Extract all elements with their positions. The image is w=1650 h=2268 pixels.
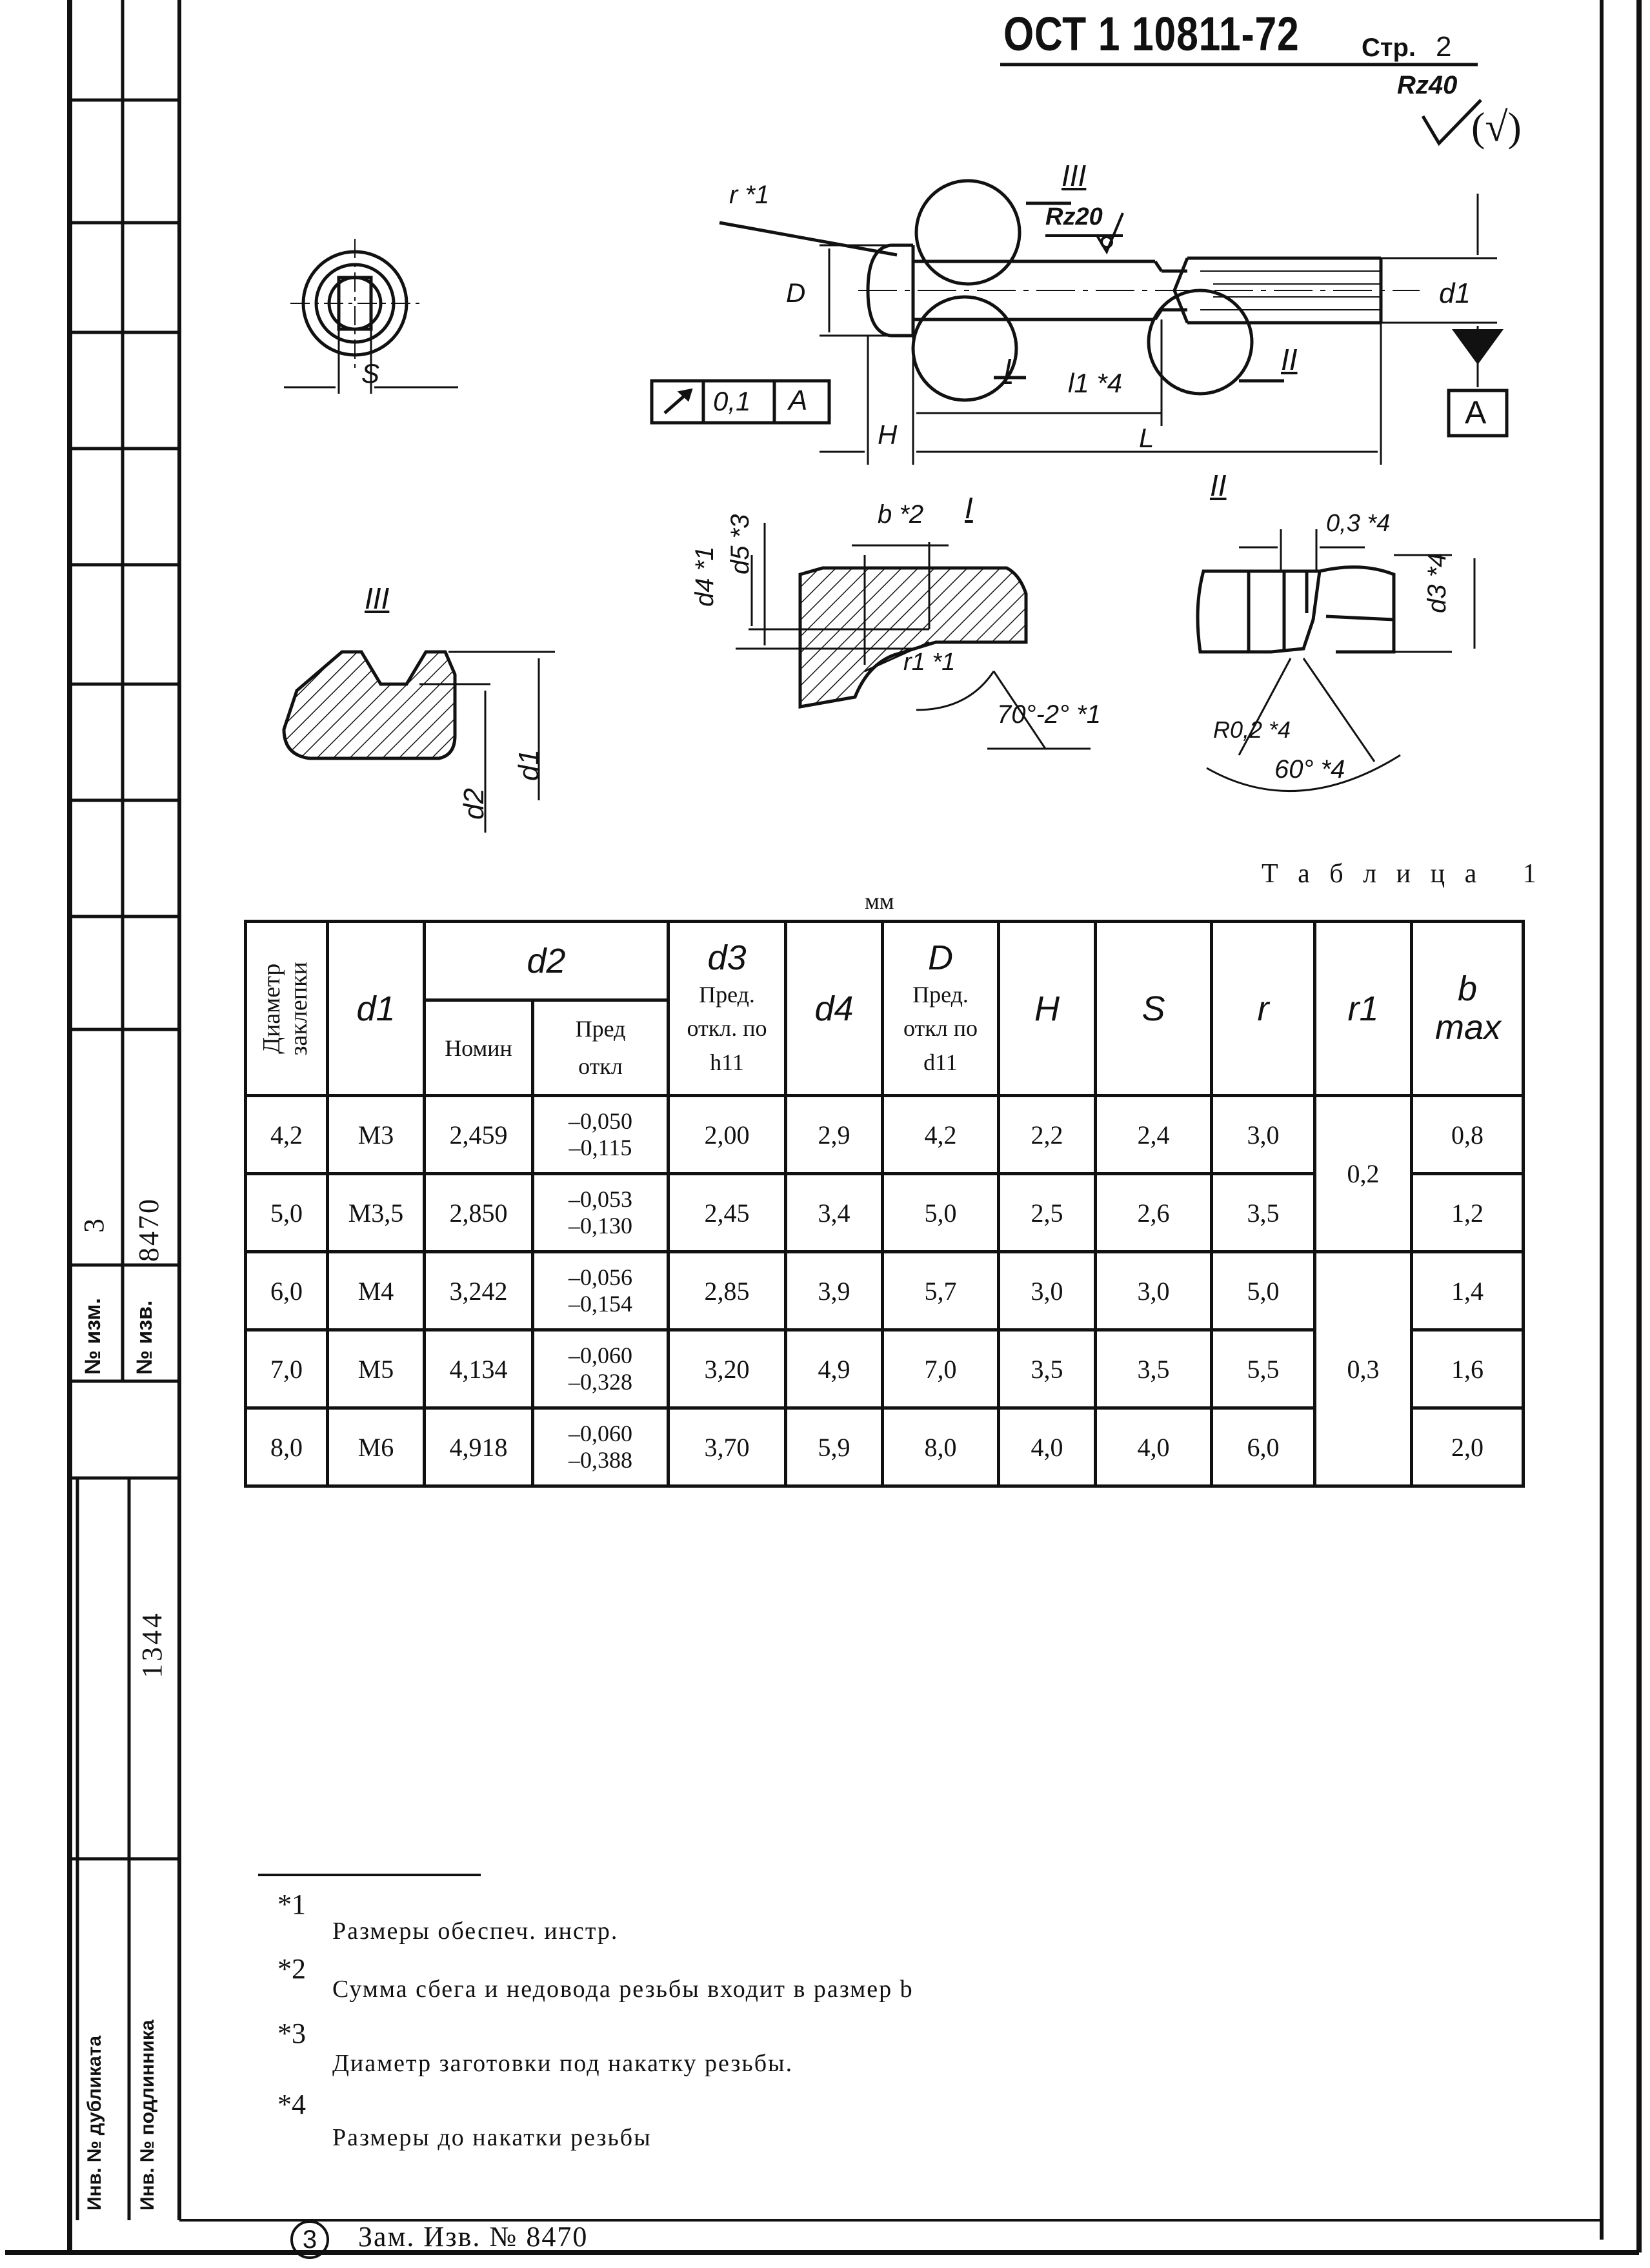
header-rivet-diameter: Диаметр заклепки <box>246 922 328 1096</box>
detail-one-view <box>736 503 1136 775</box>
label-d1-main: d1 <box>1439 278 1471 309</box>
table-unit: мм <box>865 888 894 914</box>
label-L: L <box>1139 423 1154 453</box>
table-row: 8,0 M6 4,918 –0,060 –0,388 3,70 5,9 8,0 4,0 4,0 6,0 2,0 <box>246 1408 1524 1486</box>
page-label: Стр. <box>1362 34 1416 62</box>
header-H: H <box>999 922 1096 1096</box>
label-d5-detail: d5 *3 <box>726 514 754 574</box>
header-d2: d2 <box>425 922 669 1000</box>
change-note-text: Зам. Изв. № 8470 <box>358 2221 589 2253</box>
label-view-one: I <box>1003 352 1012 386</box>
r1-group-1: 0,2 <box>1315 1096 1412 1252</box>
label-d1-detail: d1 <box>513 749 545 781</box>
label-r1-star: r1 *1 <box>903 649 956 676</box>
label-D: D <box>786 278 806 308</box>
label-r02: R0,2 *4 <box>1213 716 1291 743</box>
table-row: 6,0 M4 3,242 –0,056 –0,154 2,85 3,9 5,7 3,0 3,0 5,0 0,3 1,4 <box>246 1252 1524 1330</box>
label-detail-two: II <box>1210 469 1227 502</box>
label-detail-three: III <box>365 582 390 615</box>
header-d2-deviation: Пред откл <box>533 1000 669 1096</box>
roughness-other: (√) <box>1471 104 1522 150</box>
label-H: H <box>878 420 898 450</box>
r1-group-2: 0,3 <box>1315 1252 1412 1486</box>
label-view-two: II <box>1281 343 1298 376</box>
header-d1: d1 <box>328 922 425 1096</box>
page-number: 2 <box>1436 31 1452 63</box>
label-d4-detail: d4 *1 <box>690 546 719 607</box>
table-row: 7,0 M5 4,134 –0,060 –0,328 3,20 4,9 7,0 3,5 3,5 5,5 1,6 <box>246 1330 1524 1408</box>
label-view-three: III <box>1061 159 1087 192</box>
label-rz20: Rz20 <box>1045 203 1103 230</box>
label-d2-detail: d2 <box>458 788 490 820</box>
header-r1: r1 <box>1315 922 1412 1096</box>
table-row: 5,0 M3,5 2,850 –0,053 –0,130 2,45 3,4 5,0 2,5 2,6 3,5 1,2 <box>246 1174 1524 1252</box>
table-row: 4,2 M3 2,459 –0,050 –0,115 2,00 2,9 4,2 2,2 2,4 3,0 0,2 0,8 <box>246 1096 1524 1174</box>
inventory-original-value: 1344 <box>136 1611 168 1678</box>
label-S: S <box>361 358 380 389</box>
dimensions-table <box>244 920 1525 1488</box>
change-number-label: № изм. <box>81 1298 105 1375</box>
label-datum-A: A <box>1465 394 1487 430</box>
tolerance-value: 0,1 <box>713 386 751 416</box>
change-number-value: 3 <box>78 1219 110 1233</box>
notice-number-value: 8470 <box>133 1197 165 1262</box>
rivet-main-view <box>0 0 1650 491</box>
detail-two-view <box>1181 510 1568 807</box>
footnote-separator <box>258 1872 490 1878</box>
standard-number: ОСТ 1 10811-72 <box>1003 7 1300 61</box>
inventory-duplicate-label: Инв. № дубликата <box>84 2035 105 2211</box>
label-r-star: r *1 <box>729 181 770 209</box>
table-caption: Т а б л и ц а 1 <box>1262 859 1543 889</box>
header-S: S <box>1096 922 1212 1096</box>
inventory-original-label: Инв. № подлинника <box>137 2020 158 2211</box>
label-angle-60: 60° *4 <box>1274 755 1345 784</box>
header-D: D Пред. откл по d11 <box>883 922 999 1096</box>
header-d2-nominal: Номин <box>425 1000 533 1096</box>
label-detail-one: I <box>965 491 973 525</box>
tolerance-datum: A <box>789 385 808 416</box>
notice-number-label: № изв. <box>132 1300 157 1375</box>
header-b-max: b max <box>1412 922 1524 1096</box>
label-b-star: b *2 <box>878 500 924 529</box>
roughness-general: Rz40 <box>1397 71 1458 99</box>
header-d3: d3 Пред. откл. по h11 <box>669 922 786 1096</box>
header-r: r <box>1212 922 1315 1096</box>
label-dim-03: 0,3 *4 <box>1326 510 1391 537</box>
label-l1: l1 *4 <box>1068 368 1123 398</box>
label-angle-70: 70°-2° *1 <box>997 700 1101 729</box>
detail-three-view <box>271 639 568 858</box>
change-circle-number: 3 <box>290 2220 329 2259</box>
label-d3-detail: d3 *4 <box>1423 552 1451 613</box>
header-d4: d4 <box>786 922 883 1096</box>
